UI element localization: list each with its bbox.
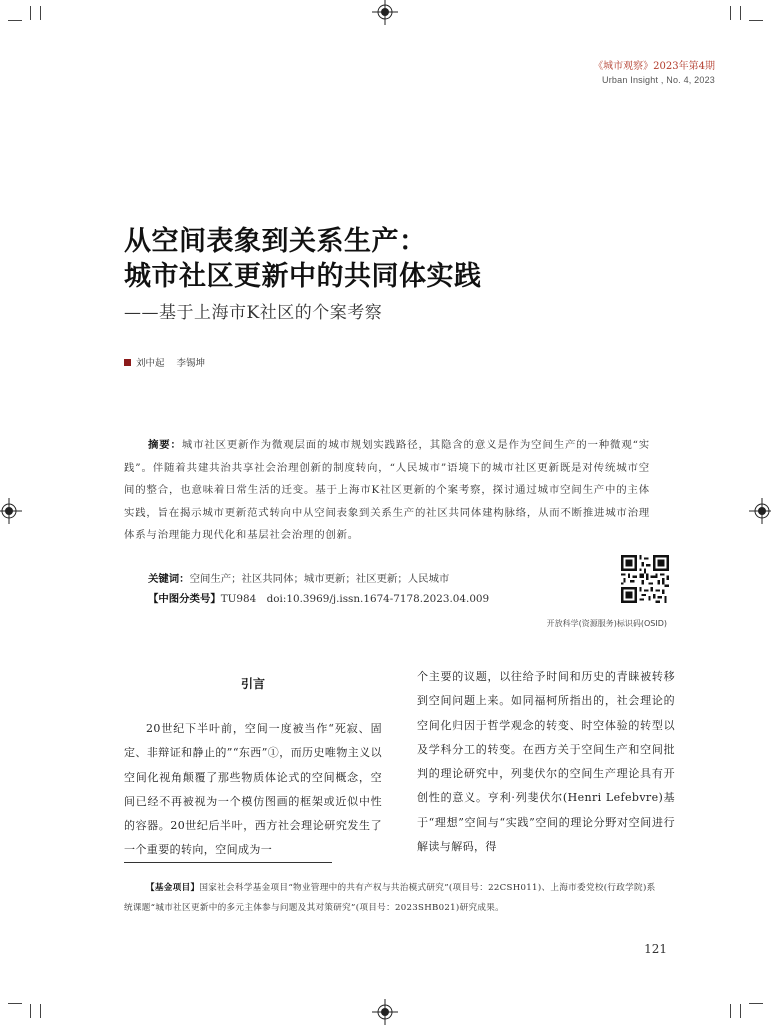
article-title bbox=[124, 224, 482, 294]
crop-mark bbox=[749, 1003, 763, 1004]
crop-mark bbox=[40, 6, 41, 20]
crop-mark bbox=[8, 1003, 22, 1004]
classification-text: TU984 doi:10.3969/j.issn.1674-7178.2023.04.009 bbox=[220, 593, 490, 605]
author-marker-icon bbox=[124, 359, 131, 366]
registration-mark-icon bbox=[372, 0, 398, 25]
author-name: 李锡坤 bbox=[176, 358, 206, 369]
journal-header bbox=[593, 57, 715, 85]
crop-mark bbox=[40, 1004, 41, 1018]
crop-mark bbox=[730, 6, 731, 20]
abstract-text: 城市社区更新作为微观层面的城市规划实践路径，其隐含的意义是作为空间生产的一种微观“实践”。伴随着共建共治共享社会治理创新的制度转向，“人民城市”语境下的城市社区更新既是对传统城市空间的整合，也意味着日常生活的迁变。基于上海市K社区更新的个案考察，探讨通过城市空间生产中的主体实践，旨在揭示城市更新范式转向中从空间表象到关系生产的社区共同体建构脉络，从而不断推进城市治理体系与治理能力现代化和基层社会治理的创新。 bbox=[124, 439, 650, 541]
registration-mark-icon bbox=[0, 498, 22, 524]
crop-mark bbox=[749, 20, 763, 21]
title-line-2: 城市社区更新中的共同体实践 bbox=[124, 261, 482, 292]
crop-mark bbox=[30, 1004, 31, 1018]
funding-label: 【基金项目】 bbox=[146, 883, 200, 893]
crop-mark bbox=[730, 1004, 731, 1018]
classification-number bbox=[148, 590, 489, 605]
author-line bbox=[124, 355, 217, 369]
crop-mark bbox=[740, 6, 741, 20]
article-subtitle: ——基于上海市K社区的个案考察 bbox=[124, 303, 383, 323]
abstract bbox=[124, 434, 650, 547]
abstract-label: 摘要： bbox=[148, 439, 182, 451]
registration-mark-icon bbox=[749, 498, 771, 524]
osid-caption: 开放科学(资源服务)标识码(OSID) bbox=[546, 619, 667, 628]
crop-mark bbox=[8, 20, 22, 21]
keywords bbox=[148, 569, 449, 590]
keywords-text: 空间生产；社区共同体；城市更新；社区更新；人民城市 bbox=[189, 573, 450, 585]
funding-footnote bbox=[124, 878, 664, 918]
crop-mark bbox=[740, 1004, 741, 1018]
page-number: 121 bbox=[644, 942, 667, 956]
body-column-right: 个主要的议题，以往给予时间和历史的青睐被转移到空间问题上来。如同福柯所指出的，社会理论的空间化归因于哲学观念的转变、时空体验的转型以及学科分工的转变。在西方关于空间生产和空间批判的理论研究中，列斐伏尔的空间生产理论具有开创性的意义。亨利·列斐伏尔(Henri Lefebvre)基于“理想”空间与“实践”空间的理论分野对空间进行解读与解码，得 bbox=[417, 670, 675, 854]
qr-code-icon[interactable] bbox=[621, 555, 669, 603]
footnote-divider bbox=[124, 862, 332, 863]
title-line-1: 从空间表象到关系生产： bbox=[124, 226, 427, 257]
crop-mark bbox=[30, 6, 31, 20]
author-name: 刘中起 bbox=[136, 358, 165, 369]
body-column-left: 20世纪下半叶前，空间一度被当作“死寂、固定、非辩证和静止的”“东西”①，而历史唯物主义以空间化视角颠覆了那些物质体论式的空间概念，空间已经不再被视为一个模仿图画的框架或近似中性的容器。20世纪后半叶，西方社会理论研究发生了一个重要的转向，空间成为一 bbox=[124, 722, 382, 857]
journal-name-en: Urban Insight , No. 4, 2023 bbox=[602, 75, 715, 85]
journal-name-cn: 《城市观察》2023年第4期 bbox=[593, 61, 715, 72]
classification-label: 【中图分类号】 bbox=[148, 593, 221, 605]
keywords-label: 关键词： bbox=[148, 573, 190, 585]
section-heading: 引言 bbox=[240, 677, 265, 691]
registration-mark-icon bbox=[372, 999, 398, 1025]
funding-text: 国家社会科学基金项目“物业管理中的共有产权与共治模式研究”(项目号：22CSH011)、上海市委党校(行政学院)系统课题“城市社区更新中的多元主体参与问题及其对策研究”(项目号：2023SHB021)研究成果。 bbox=[124, 883, 656, 913]
